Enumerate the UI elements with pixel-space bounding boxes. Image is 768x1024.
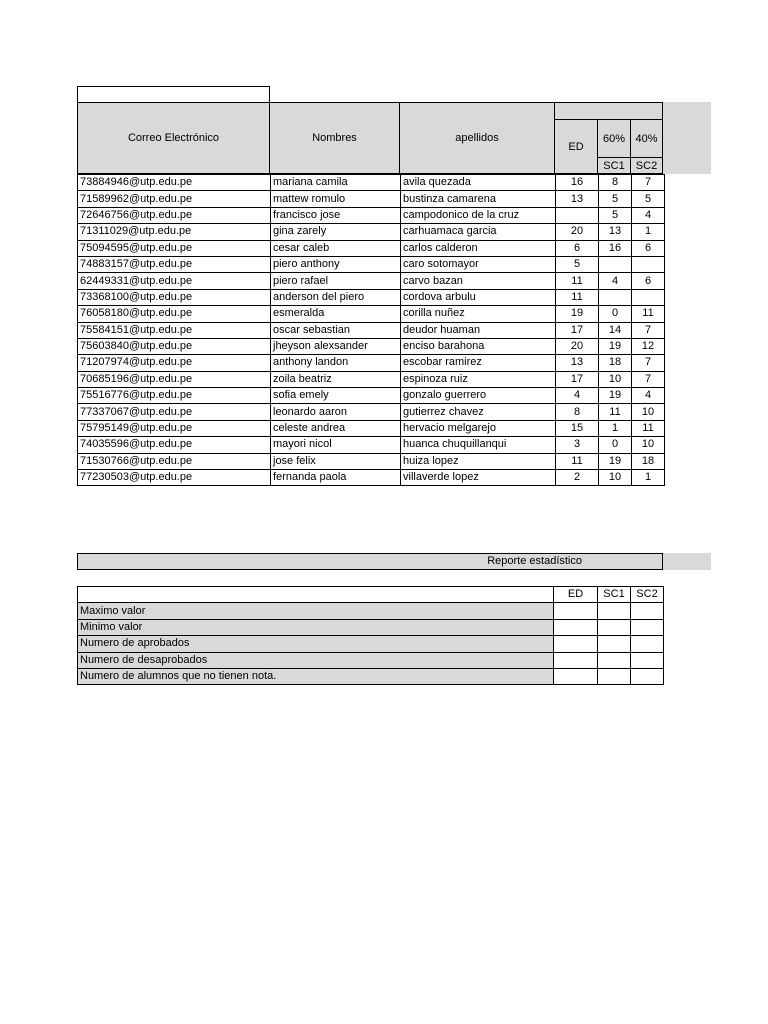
cell-ed[interactable]: 19 [556,306,599,322]
cell-ed[interactable]: 2 [556,470,599,486]
cell-sc2[interactable]: 4 [632,207,665,223]
cell-email[interactable]: 75603840@utp.edu.pe [78,338,271,354]
table-row [78,388,665,404]
header-extension [663,102,711,174]
stats-row [78,652,664,668]
cell-ed[interactable]: 15 [556,420,599,436]
header-surnames: apellidos [399,102,555,174]
cell-names[interactable]: piero anthony [271,256,401,272]
cell-names[interactable]: francisco jose [271,207,401,223]
cell-surnames[interactable]: gutierrez chavez [401,404,556,420]
table-row [78,470,665,486]
table-row [78,289,665,305]
stats-row [78,636,664,652]
cell-email[interactable]: 71311029@utp.edu.pe [78,224,271,240]
cell-sc2[interactable]: 18 [632,453,665,469]
cell-sc2[interactable]: 6 [632,240,665,256]
stats-col-header: SC2 [631,587,664,603]
cell-ed[interactable]: 4 [556,388,599,404]
cell-ed[interactable]: 11 [556,273,599,289]
cell-email[interactable]: 72646756@utp.edu.pe [78,207,271,223]
cell-sc2[interactable]: 10 [632,437,665,453]
cell-email[interactable]: 71589962@utp.edu.pe [78,191,271,207]
cell-ed[interactable]: 8 [556,404,599,420]
cell-sc1[interactable] [599,289,632,305]
cell-sc2[interactable]: 12 [632,338,665,354]
cell-email[interactable]: 75584151@utp.edu.pe [78,322,271,338]
report-title: Reporte estadístico [487,555,582,567]
stats-value-cell[interactable] [598,652,631,668]
stats-row [78,603,664,619]
stats-value-cell[interactable] [631,668,664,684]
table-row [78,175,665,191]
cell-surnames[interactable]: espinoza ruiz [401,371,556,387]
cell-ed[interactable]: 11 [556,289,599,305]
cell-ed[interactable]: 20 [556,224,599,240]
stats-col-header: ED [554,587,598,603]
cell-email[interactable]: 75516776@utp.edu.pe [78,388,271,404]
cell-names[interactable]: jheyson alexsander [271,338,401,354]
header-grade-group [554,102,663,120]
cell-sc2[interactable]: 7 [632,175,665,191]
cell-names[interactable]: gina zarely [271,224,401,240]
table-row [78,371,665,387]
header-pct-sc1: 60% [597,119,631,158]
cell-ed[interactable]: 16 [556,175,599,191]
cell-sc1[interactable]: 5 [599,191,632,207]
cell-email[interactable]: 77230503@utp.edu.pe [78,470,271,486]
cell-sc2[interactable]: 1 [632,224,665,240]
cell-email[interactable]: 74883157@utp.edu.pe [78,256,271,272]
cell-sc1[interactable]: 1 [599,420,632,436]
stats-value-cell[interactable] [554,668,598,684]
title-cell[interactable] [77,86,270,103]
table-row [78,191,665,207]
cell-names[interactable]: mattew romulo [271,191,401,207]
cell-surnames[interactable]: carlos calderon [401,240,556,256]
header-ed: ED [554,119,598,174]
cell-names[interactable]: cesar caleb [271,240,401,256]
cell-ed[interactable]: 5 [556,256,599,272]
stats-value-cell[interactable] [598,603,631,619]
cell-ed[interactable]: 17 [556,371,599,387]
cell-sc2[interactable]: 10 [632,404,665,420]
stats-header-blank[interactable] [78,587,554,603]
header-email: Correo Electrónico [77,102,270,174]
cell-ed[interactable]: 13 [556,355,599,371]
students-table [77,174,665,486]
stats-value-cell[interactable] [554,636,598,652]
cell-sc2[interactable]: 6 [632,273,665,289]
cell-email[interactable]: 75795149@utp.edu.pe [78,420,271,436]
stats-row-label: Numero de aprobados [78,636,554,652]
cell-ed[interactable] [556,207,599,223]
table-row [78,453,665,469]
cell-names[interactable]: zoila beatriz [271,371,401,387]
stats-value-cell[interactable] [554,652,598,668]
stats-row-label: Numero de desaprobados [78,652,554,668]
cell-ed[interactable]: 11 [556,453,599,469]
cell-sc1[interactable]: 5 [599,207,632,223]
cell-ed[interactable]: 17 [556,322,599,338]
report-title-bar [77,553,663,570]
cell-surnames[interactable]: campodonico de la cruz [401,207,556,223]
cell-email[interactable]: 76058180@utp.edu.pe [78,306,271,322]
cell-names[interactable]: leonardo aaron [271,404,401,420]
stats-row [78,668,664,684]
cell-email[interactable]: 74035596@utp.edu.pe [78,437,271,453]
table-row [78,437,665,453]
table-row [78,404,665,420]
cell-email[interactable]: 70685196@utp.edu.pe [78,371,271,387]
cell-names[interactable]: esmeralda [271,306,401,322]
cell-email[interactable]: 62449331@utp.edu.pe [78,273,271,289]
cell-names[interactable]: piero rafael [271,273,401,289]
cell-sc1[interactable]: 13 [599,224,632,240]
cell-sc1[interactable]: 0 [599,306,632,322]
table-row [78,240,665,256]
cell-sc1[interactable]: 19 [599,453,632,469]
cell-names[interactable]: mayori nicol [271,437,401,453]
cell-names[interactable]: mariana camila [271,175,401,191]
cell-sc2[interactable]: 7 [632,371,665,387]
table-row [78,338,665,354]
table-row [78,256,665,272]
cell-surnames[interactable]: avila quezada [401,175,556,191]
cell-sc2[interactable]: 7 [632,355,665,371]
report-bar-extension [663,553,711,570]
cell-email[interactable]: 77337067@utp.edu.pe [78,404,271,420]
cell-sc2[interactable]: 4 [632,388,665,404]
cell-surnames[interactable]: villaverde lopez [401,470,556,486]
stats-row-label: Minimo valor [78,619,554,635]
cell-email[interactable]: 71207974@utp.edu.pe [78,355,271,371]
stats-value-cell[interactable] [631,603,664,619]
cell-ed[interactable]: 20 [556,338,599,354]
stats-value-cell[interactable] [598,619,631,635]
stats-value-cell[interactable] [598,636,631,652]
cell-surnames[interactable]: hervacio melgarejo [401,420,556,436]
cell-sc1[interactable]: 11 [599,404,632,420]
stats-value-cell[interactable] [554,603,598,619]
stats-value-cell[interactable] [631,619,664,635]
cell-sc2[interactable]: 1 [632,470,665,486]
table-row [78,207,665,223]
cell-sc2[interactable] [632,289,665,305]
cell-surnames[interactable]: carvo bazan [401,273,556,289]
cell-sc1[interactable]: 10 [599,371,632,387]
cell-surnames[interactable]: carhuamaca garcia [401,224,556,240]
cell-sc1[interactable]: 8 [599,175,632,191]
cell-sc2[interactable] [632,256,665,272]
header-sc1: SC1 [597,157,631,174]
cell-sc1[interactable]: 4 [599,273,632,289]
stats-value-cell[interactable] [554,619,598,635]
stats-row-label: Maximo valor [78,603,554,619]
stats-table [77,586,664,685]
cell-names[interactable]: anthony landon [271,355,401,371]
stats-col-header: SC1 [598,587,631,603]
stats-value-cell[interactable] [598,668,631,684]
header-sc2: SC2 [630,157,663,174]
cell-surnames[interactable]: bustinza camarena [401,191,556,207]
cell-surnames[interactable]: deudor huaman [401,322,556,338]
cell-surnames[interactable]: escobar ramirez [401,355,556,371]
cell-sc1[interactable]: 16 [599,240,632,256]
cell-ed[interactable]: 13 [556,191,599,207]
cell-names[interactable]: oscar sebastian [271,322,401,338]
cell-names[interactable]: jose felix [271,453,401,469]
cell-sc2[interactable]: 11 [632,420,665,436]
table-row [78,273,665,289]
cell-ed[interactable]: 3 [556,437,599,453]
cell-names[interactable]: anderson del piero [271,289,401,305]
cell-surnames[interactable]: enciso barahona [401,338,556,354]
table-row [78,224,665,240]
stats-row [78,619,664,635]
cell-sc2[interactable]: 11 [632,306,665,322]
cell-ed[interactable]: 6 [556,240,599,256]
cell-email[interactable]: 73368100@utp.edu.pe [78,289,271,305]
cell-surnames[interactable]: huiza lopez [401,453,556,469]
stats-value-cell[interactable] [631,636,664,652]
cell-sc1[interactable]: 14 [599,322,632,338]
cell-surnames[interactable]: caro sotomayor [401,256,556,272]
stats-header-row [78,587,664,603]
cell-sc2[interactable]: 5 [632,191,665,207]
cell-names[interactable]: fernanda paola [271,470,401,486]
cell-sc1[interactable]: 19 [599,388,632,404]
cell-sc1[interactable]: 18 [599,355,632,371]
cell-surnames[interactable]: gonzalo guerrero [401,388,556,404]
table-row [78,420,665,436]
header-names: Nombres [269,102,400,174]
cell-surnames[interactable]: huanca chuquillanqui [401,437,556,453]
cell-sc2[interactable]: 7 [632,322,665,338]
table-row [78,322,665,338]
cell-names[interactable]: sofia emely [271,388,401,404]
header-pct-sc2: 40% [630,119,663,158]
table-row [78,306,665,322]
table-row [78,355,665,371]
cell-surnames[interactable]: corilla nuñez [401,306,556,322]
cell-sc1[interactable] [599,256,632,272]
stats-row-label: Numero de alumnos que no tienen nota. [78,668,554,684]
cell-sc1[interactable]: 19 [599,338,632,354]
cell-email[interactable]: 71530766@utp.edu.pe [78,453,271,469]
stats-value-cell[interactable] [631,652,664,668]
cell-sc1[interactable]: 0 [599,437,632,453]
cell-sc1[interactable]: 10 [599,470,632,486]
cell-email[interactable]: 73884946@utp.edu.pe [78,175,271,191]
cell-email[interactable]: 75094595@utp.edu.pe [78,240,271,256]
cell-names[interactable]: celeste andrea [271,420,401,436]
cell-surnames[interactable]: cordova arbulu [401,289,556,305]
